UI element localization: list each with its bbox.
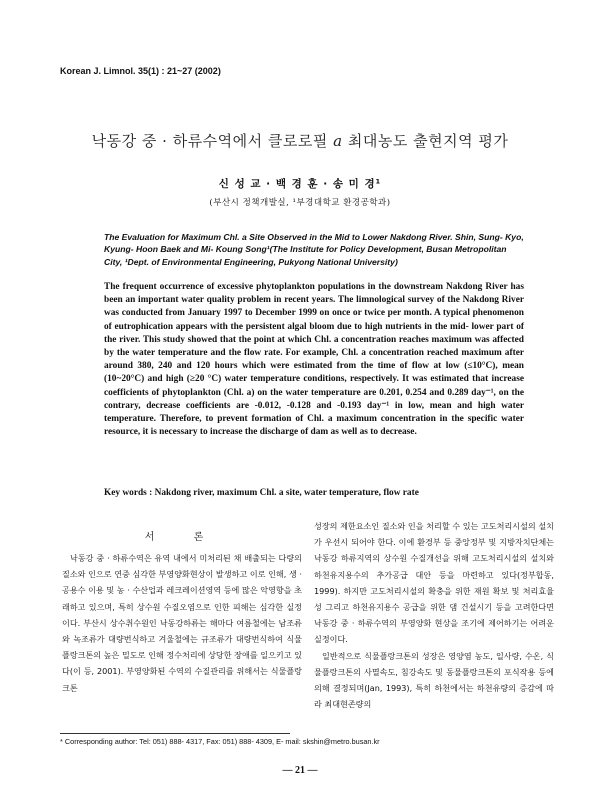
title-part-1: 낙동강 중 · 하류수역에서 클로로필	[91, 132, 334, 150]
right-column-paragraph-2: 일반적으로 식물플랑크톤의 성장은 영양염 농도, 일사량, 수온, 식물플랑크톤의 사멸속도, 침강속도 및 동물플랑크톤의 포식작용 등에 의해 결정되며(Jan, 1993), 특히 하천에서는 하천유량의 증감에 따라 최대현존량의	[314, 650, 554, 710]
left-column	[62, 550, 302, 696]
footnote: * Corresponding author: Tel: 051) 888- 4317, Fax: 051) 888- 4309, E- mail: skshin@metro.busan.kr	[60, 737, 380, 746]
paper-title-korean	[40, 130, 560, 151]
title-chl-symbol: a	[333, 132, 343, 150]
abstract	[104, 281, 524, 439]
left-column-text: 낙동강 중 · 하류수역은 유역 내에서 미처리된 채 배출되는 다량의 질소와 인으로 연중 심각한 부영양화현상이 발생하고 이로 인해, 생 · 공용수 이용 및 농 · 수산업과 레크레이션영역 등에 많은 악영향을 초래하고 있으며, 특히 상수원 수질오염으로 인한 피해는 심각한 실정이다. 부산시 상수취수원인 낙동강하류는 해마다 여름철에는 남조류와 녹조류가 대량번식하고 겨울철에는 규조류가 대량번식하여 식물플랑크톤의 높은 밀도로 인해 정수처리에 상당한 장애를 일으키고 있다(이 등, 2001). 부영양화된 수역의 수질관리를 위해서는 식물플랑크톤	[62, 553, 302, 693]
keywords: Key words : Nakdong river, maximum Chl. a site, water temperature, flow rate	[104, 488, 419, 498]
english-title-block: The Evaluation for Maximum Chl. a Site Observed in the Mid to Lower Nakdong River. Shin, Sung- Kyo, Kyung- Hoon Baek and Mi- Koung Song¹(The Institute for Policy Development, Busan Metropolitan City, ¹Dept. of Environmental Engineering, Pukyong National University)	[104, 232, 524, 267]
section-heading-introduction: 서 론	[144, 532, 222, 543]
title-part-2: 최대농도 출현지역 평가	[342, 132, 509, 150]
journal-reference: Korean J. Limnol. 35(1) : 21~27 (2002)	[60, 66, 221, 76]
right-column-paragraph-1: 성장의 제한요소인 질소와 인을 처리할 수 있는 고도처리시설의 설치가 우선시 되어야 한다. 이에 환경부 등 중앙정부 및 지방자치단체는 낙동강 하류지역의 상수원 수질개선을 위해 고도처리시설의 설치와 하천유지용수의 추가공급 대안 등을 마련하고 있다(정부합동, 1999). 하지만 고도처리시설의 확충을 위한 재원 확보 및 처리효율성 그리고 하천유지용수 공급을 위한 댐 건설시기 등을 고려한다면 낙동강 중 · 하류수역의 부영양화 현상을 조기에 제어하기는 어려운 실정이다.	[314, 521, 554, 645]
affiliation: (부산시 정책개발실, ¹부경대학교 환경공학과)	[209, 198, 391, 208]
right-column	[314, 518, 554, 712]
footnote-divider	[60, 733, 290, 734]
authors: 신 성 교 · 백 경 훈 · 송 미 경¹	[218, 178, 382, 190]
abstract-text: The frequent occurrence of excessive phytoplankton populations in the downstream Nakdong River has been an important water quality problem in recent years. The limnological survey of the Nakdong River was conducted from January 1997 to December 1999 on once or twice per month. A typical phenomenon of eutrophication appears with the persistent algal bloom due to high nutrients in the mid- lower part of the river. This study showed that the point at which Chl. a concentration reaches maximum was affected by the water temperature and the flow rate. For example, Chl. a concentration reached maximum after around 380, 240 and 120 hours which were estimated from the time of flow at low (≤10°C), mean (10~20°C) and high (≥20 °C) water temperature conditions, respectively. It was estimated that increase coefficients of phytoplankton (Chl. a) on the water temperature are 0.201, 0.254 and 0.289 day⁻¹, on the contrary, decrease coefficients are -0.012, -0.128 and -0.193 day⁻¹ in low, mean and high water temperature. Therefore, to prevent formation of Chl. a maximum concentration in the specific water resource, it is necessary to increase the discharge of dam as well as to decrease.	[104, 282, 524, 438]
page-number: — 21 —	[282, 765, 318, 776]
